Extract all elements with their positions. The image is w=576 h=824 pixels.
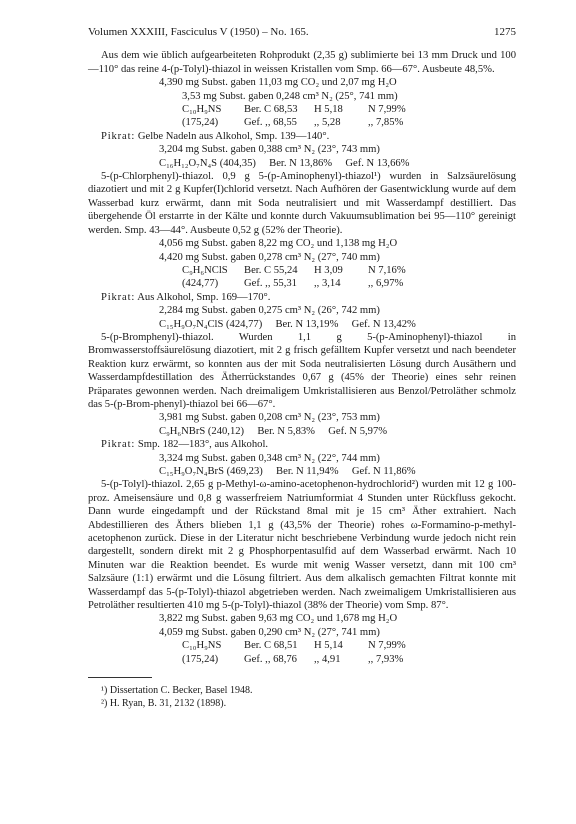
analysis-line: 4,059 mg Subst. gaben 0,290 cm³ N₂ (27°, 741 mm) <box>159 626 380 638</box>
paragraph-bromphenyl: 5-(p-Bromphenyl)-thiazol. Wurden 1,1 g 5-(p-Aminophenyl)-thiazol in Bromwasserstoffsäurelösung diazotiert, mit 2 g frisch gefälltem Kupfer versetzt und nach beendeter Reaktion kurz erwärmt, so konnten aus der mit Soda neutralisierten Lösung durch Ausäthern und Wasserdampfdestillation des Ätherrückstandes 0,67 g (45% der Theorie) eines sehr reinen Präparates gewonnen werden. Nach dreimaligem Umkristallisieren aus Benzol/Petroläther schmolz das 5-(p-Brom-phenyl)-thiazol bei 66—67°. <box>88 331 516 410</box>
analysis-line: 4,056 mg Subst. gaben 8,22 mg CO₂ und 1,138 mg H₂O <box>159 238 398 250</box>
footnote-divider <box>88 677 152 678</box>
footnote: ¹) Dissertation C. Becker, Basel 1948. <box>101 685 253 697</box>
analysis-line: C₁₆H₁₂O₇N₄S (404,35) Ber. N 13,86% Gef. N 13,66% <box>159 157 410 169</box>
journal-title: Volumen XXXIII, Fasciculus V (1950) – No. 165. <box>88 26 309 38</box>
analysis-line: 3,324 mg Subst. gaben 0,348 cm³ N₂ (22°, 744 mm) <box>159 452 380 464</box>
analysis-row: C₉H₆NClS Ber. C 55,24 H 3,09 N 7,16% <box>182 264 406 276</box>
analysis-row: C₁₀H₉NS Ber. C 68,51 H 5,14 N 7,99% <box>182 640 406 652</box>
page-number: 1275 <box>494 26 516 38</box>
analysis-row: (175,24) Gef. ,, 68,55 ,, 5,28 ,, 7,85% <box>182 117 404 129</box>
analysis-line: 3,204 mg Subst. gaben 0,388 cm³ N₂ (23°, 743 mm) <box>159 144 380 156</box>
analysis-line: C₁₅H₉O₇N₄ClS (424,77) Ber. N 13,19% Gef. N 13,42% <box>159 318 416 330</box>
analysis-line: 3,822 mg Subst. gaben 9,63 mg CO₂ und 1,678 mg H₂O <box>159 613 398 625</box>
analysis-row: (175,24) Gef. ,, 68,76 ,, 4,91 ,, 7,93% <box>182 653 404 665</box>
analysis-line: 4,420 mg Subst. gaben 0,278 cm³ N₂ (27°, 740 mm) <box>159 251 380 263</box>
paragraph-tolyl-4: Aus dem wie üblich aufgearbeiteten Rohprodukt (2,35 g) sublimierte bei 13 mm Druck und 100—110° das reine 4-(p-Tolyl)-thiazol in weissen Kristallen vom Smp. 66—67°. Ausbeute 48,5%. <box>88 50 516 75</box>
pikrat-label: Pikrat: <box>101 291 136 303</box>
analysis-row: (424,77) Gef. ,, 55,31 ,, 3,14 ,, 6,97% <box>182 278 404 290</box>
journal-page <box>88 26 516 710</box>
analysis-line: 3,981 mg Subst. gaben 0,208 cm³ N₂ (23°, 753 mm) <box>159 412 380 424</box>
paragraph-chlorphenyl: 5-(p-Chlorphenyl)-thiazol. 0,9 g 5-(p-Aminophenyl)-thiazol¹) wurden in Salzsäurelösung diazotiert und mit 2 g Kupfer(I)chlorid versetzt. Nach Aufhören der Gasentwicklung wurde auf dem Wasserbad kurz erwärmt, dann mit Soda neutralisiert und mit Wasserdampf destilliert. Das übergehende Öl erstarrte in der Kälte und konnte durch Vakuumsublimation bei 95—110° gereinigt werden. Smp. 43—44°. Ausbeute 0,52 g (52% der Theorie). <box>88 171 516 236</box>
analysis-line: 2,284 mg Subst. gaben 0,275 cm³ N₂ (26°, 742 mm) <box>159 305 380 317</box>
pikrat-label: Pikrat: <box>101 130 136 142</box>
running-header <box>88 26 516 39</box>
pikrat-label: Pikrat: <box>101 439 136 451</box>
analysis-line: C₉H₆NBrS (240,12) Ber. N 5,83% Gef. N 5,97% <box>159 425 388 437</box>
footnote: ²) H. Ryan, B. 31, 2132 (1898). <box>101 698 227 710</box>
analysis-row: C₁₀H₉NS Ber. C 68,53 H 5,18 N 7,99% <box>182 104 406 116</box>
pikrat-line: Pikrat: Smp. 182—183°, aus Alkohol. <box>101 439 269 451</box>
analysis-line: C₁₅H₉O₇N₄BrS (469,23) Ber. N 11,94% Gef. N 11,86% <box>159 466 416 477</box>
pikrat-line: Pikrat: Aus Alkohol, Smp. 169—170°. <box>101 291 271 303</box>
analysis-line: 3,53 mg Subst. gaben 0,248 cm³ N₂ (25°, 741 mm) <box>182 90 398 102</box>
paragraph-tolyl-5: 5-(p-Tolyl)-thiazol. 2,65 g p-Methyl-ω-amino-acetophenon-hydrochlorid²) wurden mit 12 g 100-proz. Ameisensäure und 0,8 g wasserfreiem Natriumformiat 4 Stunden unter Rückfluss gekocht. Dann wurde eingedampft und der Rückstand 8mal mit je 15 cm³ Äther extrahiert. Nach Abdestillieren des Äthers blieben 1,1 g (43,5% der Theorie) rohes ω-Formamino-p-methyl-acetophenon zurück. Diese in der Literatur nicht beschriebene Verbindung wurde jedoch nicht rein dargestellt, sondern direkt mit 2 g Phosphorpentasulfid auf dem Wasserbad erwärmt. Nach 10 Minuten war die Reaktion beendet. Es wurde mit wenig Wasser versetzt, dann mit 100 cm³ Salzsäure (1:1) erwärmt und die Lösung filtriert. Aus dem alkalisch gemachten Filtrat konnte mit Wasserdampf das 5-(p-Tolyl)-thiazol abgetrieben werden. Nach zweimaligem Umkristallisieren aus Petroläther resultierten 410 mg 5-(p-Tolyl)-thiazol (38% der Theorie) vom Smp. 87°. <box>88 479 516 612</box>
pikrat-line: Pikrat: Gelbe Nadeln aus Alkohol, Smp. 139—140°. <box>101 130 330 142</box>
analysis-line: 4,390 mg Subst. gaben 11,03 mg CO₂ und 2,07 mg H₂O <box>159 77 397 89</box>
